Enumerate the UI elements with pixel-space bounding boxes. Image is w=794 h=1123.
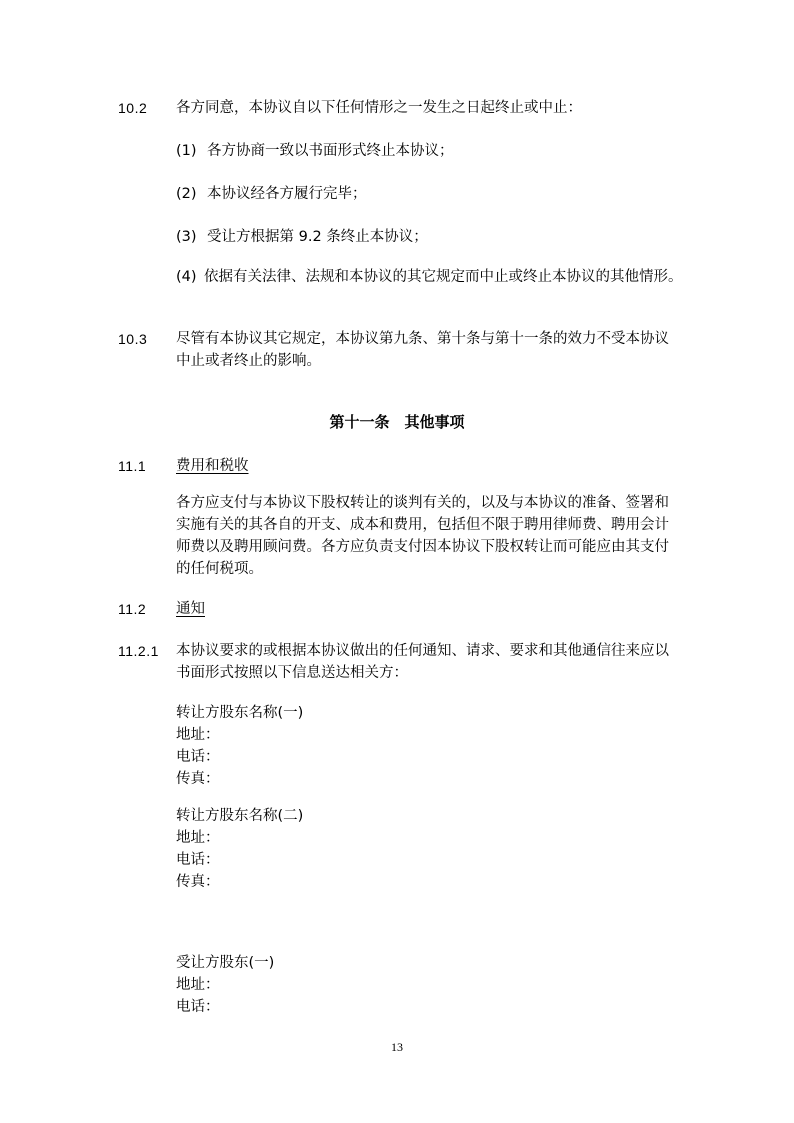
page-number: 13 <box>391 1040 403 1054</box>
item-text: 受让方根据第 9.2 条终止本协议； <box>207 229 428 245</box>
clause-10-2-item-3 <box>176 226 676 248</box>
clause-number-11-2-1: 11.2.1 <box>118 643 159 659</box>
clause-number-10-2: 10.2 <box>118 100 148 116</box>
clause-10-2-item-1 <box>176 140 676 162</box>
article-heading: 第十一条 其他事项 <box>329 413 465 431</box>
party-name: 转让方股东名称(二) <box>176 808 304 824</box>
clause-10-2-item-2 <box>176 183 676 205</box>
item-marker: (2) <box>176 186 197 202</box>
party-name: 转让方股东名称(一) <box>176 705 304 721</box>
item-text: 依据有关法律、法规和本协议的其它规定而中止或终止本协议的其他情形。 <box>204 269 683 285</box>
party-address: 地址： <box>176 977 220 993</box>
clause-11-2-heading <box>176 598 676 620</box>
notice-party-1 <box>176 702 676 790</box>
notice-party-3 <box>176 952 676 1018</box>
item-text: 各方协商一致以书面形式终止本协议； <box>207 143 454 159</box>
item-text: 本协议经各方履行完毕； <box>207 186 367 202</box>
clause-number-11-1: 11.1 <box>118 458 147 474</box>
clause-number-10-3: 10.3 <box>118 331 148 347</box>
party-phone: 电话： <box>176 749 220 765</box>
clause-11-2-1-text: 本协议要求的或根据本协议做出的任何通知、请求、要求和其他通信往来应以书面形式按照以下信息送达相关方： <box>176 643 669 681</box>
party-name: 受让方股东(一) <box>176 955 275 971</box>
clause-10-2-text: 各方同意，本协议自以下任何情形之一发生之日起终止或中止： <box>176 100 582 116</box>
clause-11-1-body: 各方应支付与本协议下股权转让的谈判有关的，以及与本协议的准备、签署和实施有关的其各自的开支、成本和费用，包括但不限于聘用律师费、聘用会计师费以及聘用顾问费。各方应负责支付因本协议下股权转让而可能应由其支付的任何税项。 <box>176 495 669 577</box>
party-fax: 传真： <box>176 771 220 787</box>
clause-10-2-item-4 <box>176 266 704 288</box>
section-heading: 费用和税收 <box>176 458 249 474</box>
section-heading: 通知 <box>176 601 205 617</box>
notice-party-2 <box>176 805 676 893</box>
party-address: 地址： <box>176 830 220 846</box>
party-address: 地址： <box>176 727 220 743</box>
item-marker: (4) <box>176 269 197 285</box>
party-phone: 电话： <box>176 999 220 1015</box>
party-fax: 传真： <box>176 874 220 890</box>
item-marker: (1) <box>176 143 197 159</box>
clause-11-1-heading <box>176 455 676 477</box>
clause-number-11-2: 11.2 <box>118 601 147 617</box>
party-phone: 电话： <box>176 852 220 868</box>
item-marker: (3) <box>176 229 197 245</box>
clause-10-3-text: 尽管有本协议其它规定，本协议第九条、第十条与第十一条的效力不受本协议中止或者终止的影响。 <box>176 331 669 369</box>
